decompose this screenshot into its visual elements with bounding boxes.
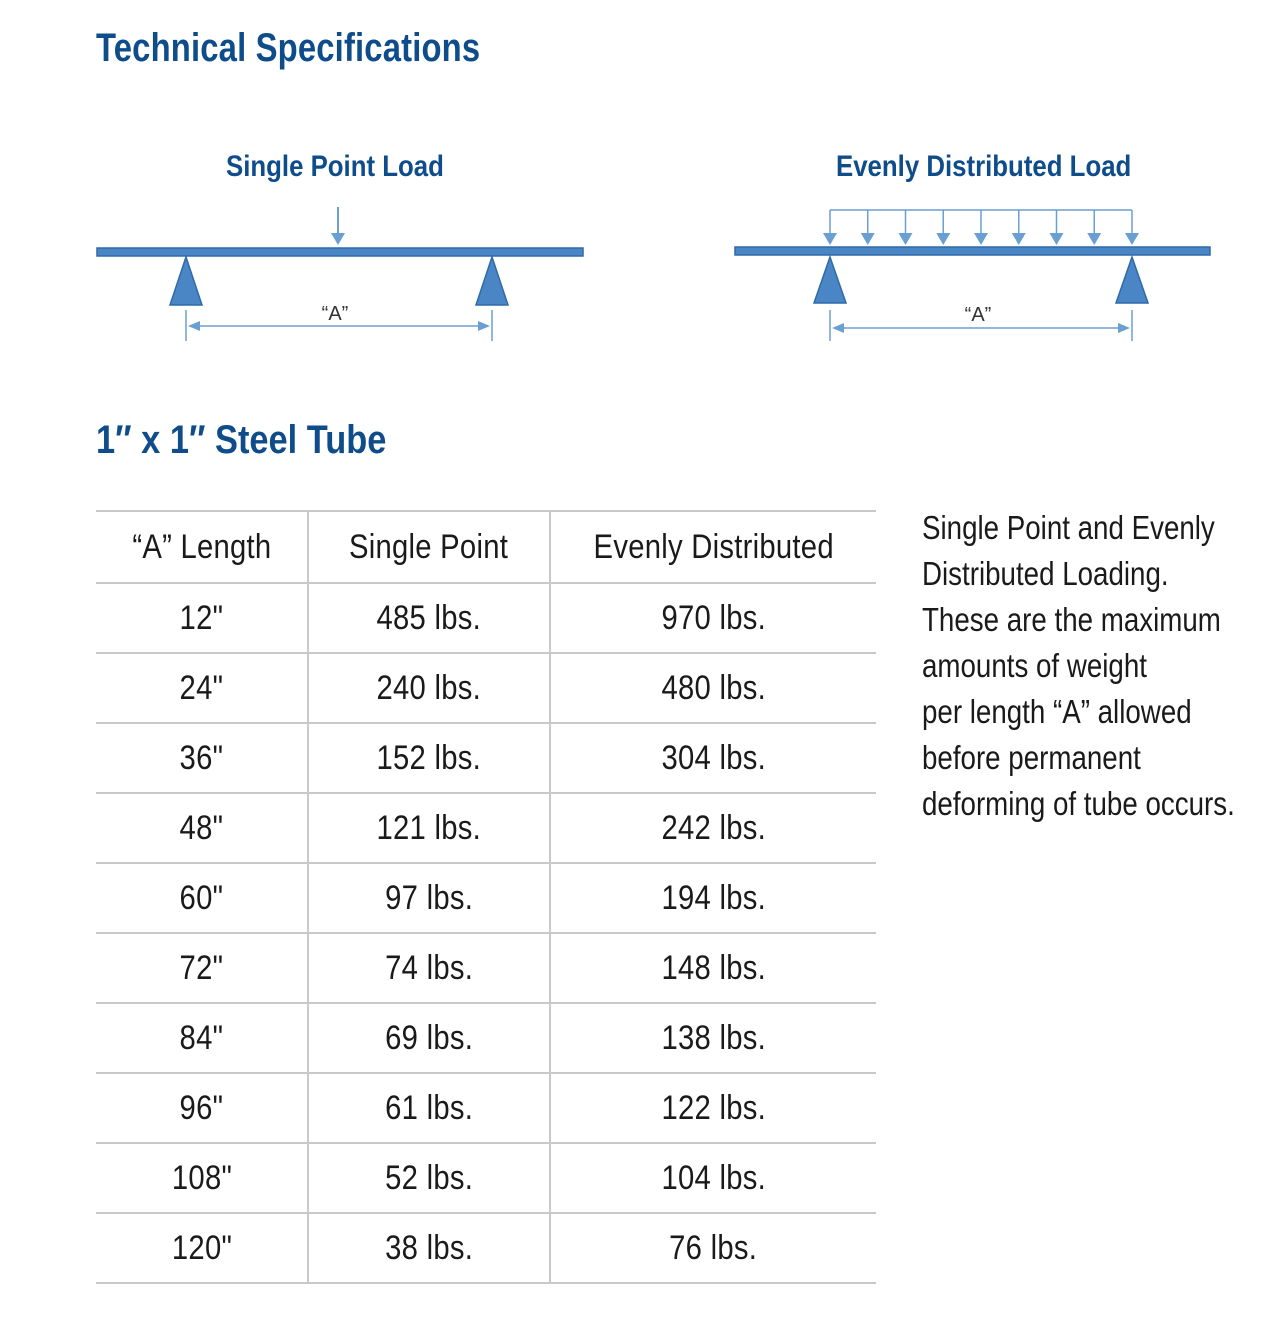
triangle-support-icon: [476, 257, 508, 305]
column-header: Evenly Distributed: [550, 511, 876, 583]
section-title: 1″ x 1″ Steel Tube: [96, 418, 387, 462]
table-cell: 138 lbs.: [550, 1003, 876, 1073]
table-cell: 96": [96, 1073, 308, 1143]
table-row: [96, 653, 876, 723]
table-cell: 72": [96, 933, 308, 1003]
column-header: “A” Length: [96, 511, 308, 583]
single-point-load-diagram: [90, 195, 590, 350]
table-cell: 122 lbs.: [550, 1073, 876, 1143]
note-line: Distributed Loading.: [922, 555, 1169, 592]
table-cell: 120": [96, 1213, 308, 1283]
table-cell: 76 lbs.: [550, 1213, 876, 1283]
table-cell: 36": [96, 723, 308, 793]
down-arrow-icon: [936, 210, 950, 245]
table-cell: 74 lbs.: [308, 933, 550, 1003]
down-arrow-icon: [1125, 210, 1139, 245]
table-row: [96, 1143, 876, 1213]
beam: [97, 248, 583, 256]
table-cell: 121 lbs.: [308, 793, 550, 863]
table-cell: 52 lbs.: [308, 1143, 550, 1213]
table-cell: 240 lbs.: [308, 653, 550, 723]
down-arrow-icon: [974, 210, 988, 245]
table-cell: 12": [96, 583, 308, 653]
table-cell: 152 lbs.: [308, 723, 550, 793]
table-cell: 480 lbs.: [550, 653, 876, 723]
down-arrow-icon: [1050, 210, 1064, 245]
distributed-load-diagram: [728, 195, 1218, 350]
table-row: [96, 933, 876, 1003]
column-header: Single Point: [308, 511, 550, 583]
triangle-support-icon: [170, 257, 202, 305]
loading-note: [922, 505, 1258, 827]
table-row: [96, 723, 876, 793]
down-arrow-icon: [861, 210, 875, 245]
distributed-load-label: Evenly Distributed Load: [836, 150, 1132, 183]
table-row: [96, 1073, 876, 1143]
table-cell: 242 lbs.: [550, 793, 876, 863]
triangle-support-icon: [814, 257, 846, 303]
table-row: [96, 793, 876, 863]
page-title: Technical Specifications: [96, 26, 481, 70]
note-line: before permanent: [922, 739, 1141, 776]
table-cell: 61 lbs.: [308, 1073, 550, 1143]
note-line: per length “A” allowed: [922, 693, 1192, 730]
table-row: [96, 1213, 876, 1283]
down-arrow-icon: [899, 210, 913, 245]
down-arrow-icon: [823, 210, 837, 245]
table-cell: 69 lbs.: [308, 1003, 550, 1073]
table-cell: 38 lbs.: [308, 1213, 550, 1283]
load-specs-table: [96, 510, 876, 1284]
table-cell: 148 lbs.: [550, 933, 876, 1003]
down-arrow-icon: [1012, 210, 1026, 245]
table-row: [96, 1003, 876, 1073]
span-label: “A”: [964, 304, 992, 326]
note-line: These are the maximum: [922, 601, 1221, 638]
down-arrow-icon: [331, 207, 345, 245]
table-cell: 60": [96, 863, 308, 933]
note-line: amounts of weight: [922, 647, 1147, 684]
triangle-support-icon: [1116, 257, 1148, 303]
beam: [735, 247, 1210, 255]
table-cell: 194 lbs.: [550, 863, 876, 933]
span-label: “A”: [321, 303, 349, 325]
single-point-load-label: Single Point Load: [226, 150, 444, 183]
table-cell: 84": [96, 1003, 308, 1073]
table-cell: 104 lbs.: [550, 1143, 876, 1213]
table-cell: 24": [96, 653, 308, 723]
table-cell: 970 lbs.: [550, 583, 876, 653]
note-line: Single Point and Evenly: [922, 509, 1215, 546]
table-cell: 48": [96, 793, 308, 863]
table-header-row: [96, 511, 876, 583]
down-arrow-icon: [1087, 210, 1101, 245]
distributed-load-arrows: [823, 210, 1139, 245]
table-cell: 97 lbs.: [308, 863, 550, 933]
table-row: [96, 583, 876, 653]
table-cell: 304 lbs.: [550, 723, 876, 793]
note-line: deforming of tube occurs.: [922, 785, 1235, 822]
table-cell: 485 lbs.: [308, 583, 550, 653]
table-row: [96, 863, 876, 933]
table-cell: 108": [96, 1143, 308, 1213]
